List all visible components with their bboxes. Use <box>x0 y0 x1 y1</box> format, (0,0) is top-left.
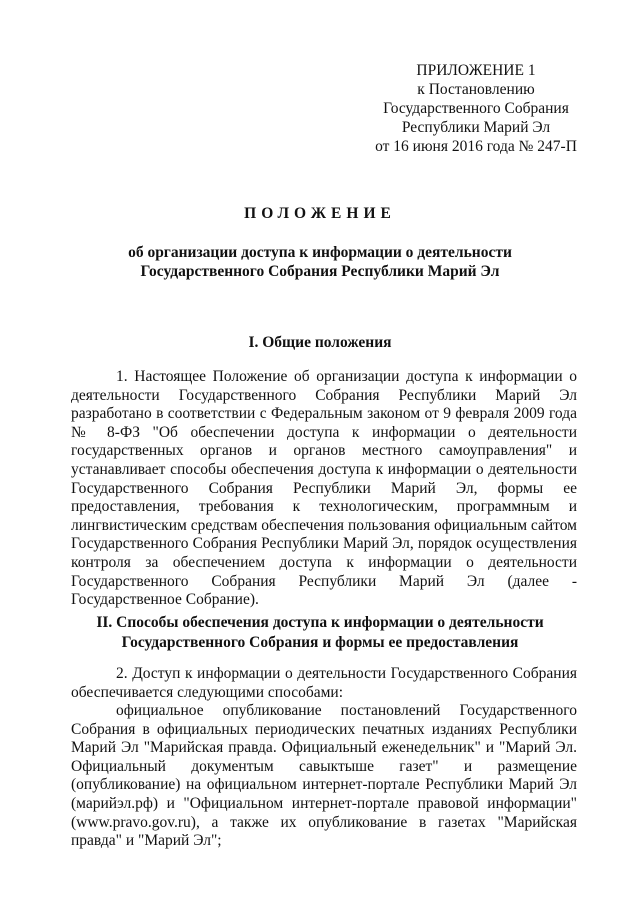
appendix-number: ПРИЛОЖЕНИЕ 1 <box>416 62 536 79</box>
section-2-paragraph-1 <box>71 665 577 702</box>
subtitle-line-1: об организации доступа к информации о деятельности <box>128 244 512 261</box>
section-2-paragraph-2 <box>71 702 577 851</box>
section-1-heading: I. Общие положения <box>248 334 392 351</box>
section-2-heading <box>0 613 640 653</box>
document-subtitle <box>0 243 640 281</box>
appendix-to-resolution: к Постановлению <box>417 81 535 98</box>
appendix-issuer: Государственного Собрания <box>383 100 569 117</box>
subtitle-line-2: Государственного Собрания Республики Марий Эл <box>140 263 500 280</box>
paragraph-2-item: официальное опубликование постановлений Государственного Собрания в официальных периодических печатных изданиях Республики Марий Эл "Марийская правда. Официальный еженедельник" и "Марий Эл. Официальный документым савыктыше газет" и размещение (опубликование) на официальном интернет-портале Республики Марий Эл (марийэл.рф) и "Официальном интернет-портале правовой информации" (www.pravo.gov.ru), а также их опубликование в газетах "Марийская правда" и "Марий Эл"; <box>71 702 577 850</box>
document-title: ПОЛОЖЕНИЕ <box>244 205 396 222</box>
appendix-header <box>356 61 596 156</box>
appendix-date-number: от 16 июня 2016 года № 247-П <box>375 138 577 155</box>
appendix-republic: Республики Марий Эл <box>401 119 551 136</box>
paragraph-1: 1. Настоящее Положение об организации доступа к информации о деятельности Государственного Собрания Республики Марий Эл разработано в соответствии с Федеральным законом от 9 февраля 2009 года № 8-ФЗ "Об обеспечении доступа к информации о деятельности государственных органов и органов местного самоуправления" и устанавливает способы обеспечения доступа к информации о деятельности Государственного Собрания Республики Марий Эл, формы ее предоставления, требования к технологическим, программным и лингвистическим средствам обеспечения пользования официальным сайтом Государственного Собрания Республики Марий Эл, порядок осуществления контроля за обеспечением доступа к информации о деятельности Государственного Собрания Республики Марий Эл (далее - Государственное Собрание). <box>71 368 577 609</box>
section-1-paragraph <box>71 368 577 610</box>
paragraph-2: 2. Доступ к информации о деятельности Государственного Собрания обеспечивается следующими способами: <box>71 665 577 701</box>
section-2-heading-line-1: II. Способы обеспечения доступа к информации о деятельности <box>96 614 544 631</box>
section-2-heading-line-2: Государственного Собрания и формы ее предоставления <box>121 634 519 651</box>
